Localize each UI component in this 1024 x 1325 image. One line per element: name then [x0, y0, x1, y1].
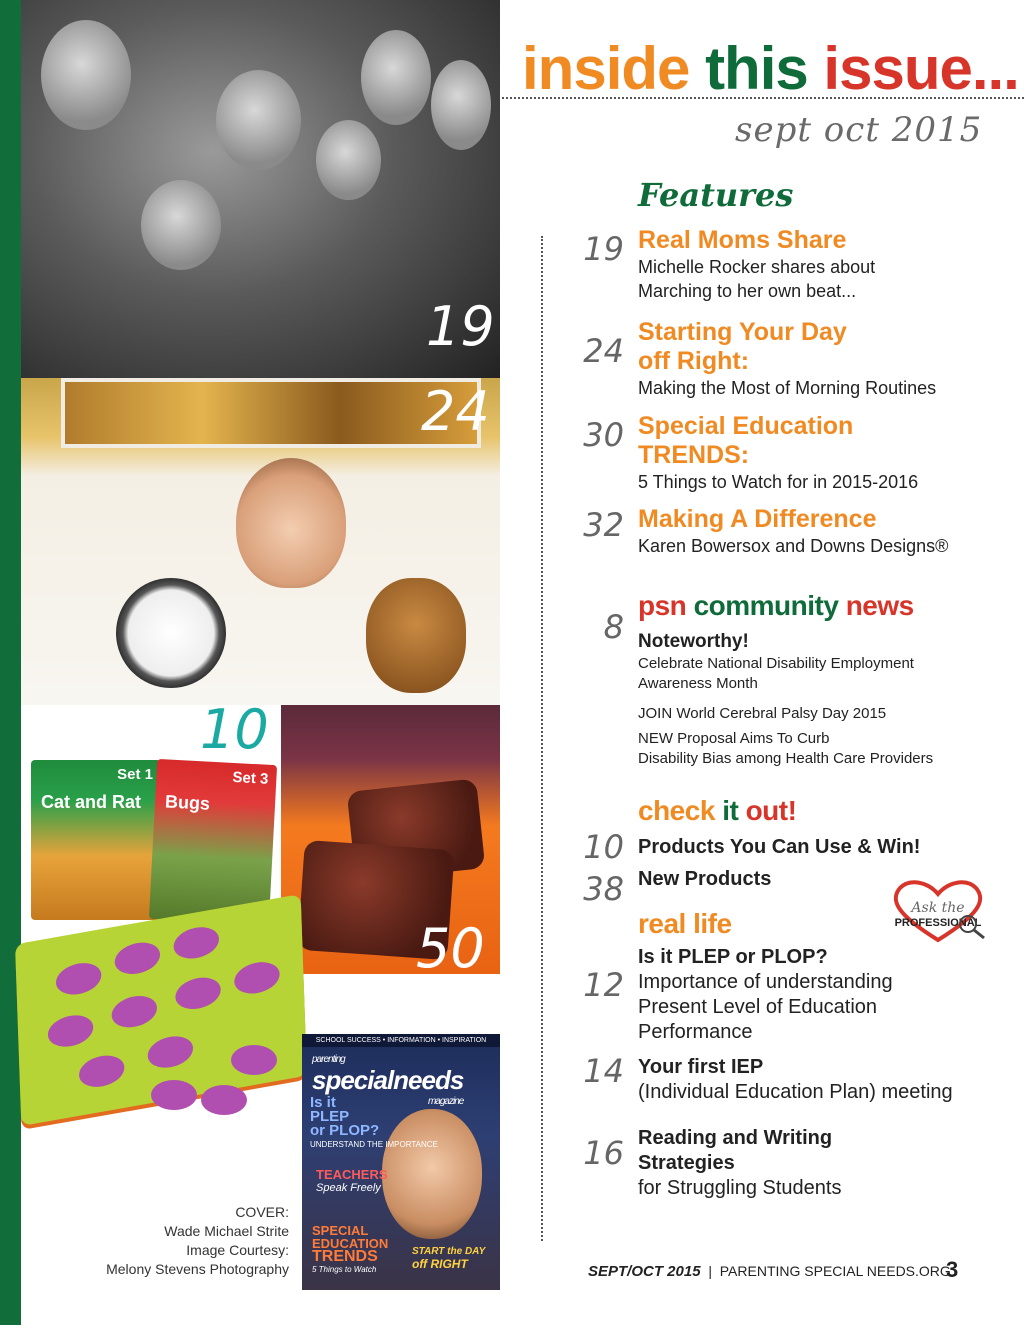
- svg-text:PROFESSIONAL: PROFESSIONAL: [894, 917, 982, 929]
- features-heading: Features: [638, 176, 794, 214]
- column-divider: [541, 236, 543, 1241]
- issue-date: sept oct 2015: [735, 110, 983, 150]
- cover-credit: COVER: Wade Michael Strite Image Courtesy: Melony Stevens Photography: [106, 1204, 289, 1277]
- page-number: 32: [583, 506, 624, 544]
- brownies-photo: [281, 705, 500, 974]
- svg-text:Ask the: Ask the: [911, 900, 965, 916]
- photo-page-number: 50: [416, 917, 485, 974]
- community-news-heading: psn community news: [638, 590, 914, 621]
- real-life-heading: real life: [638, 908, 732, 939]
- title-divider: [502, 97, 1024, 99]
- photo-page-number: 19: [426, 295, 495, 358]
- morning-photo: [21, 378, 500, 705]
- page-number: 12: [583, 966, 624, 1004]
- products-image: [21, 740, 311, 1120]
- teddy-bear-image: [366, 578, 466, 693]
- page-number: 16: [583, 1134, 624, 1172]
- page-number: 30: [583, 416, 624, 454]
- photo-page-number: 24: [421, 380, 490, 443]
- magazine-logo: parenting specialneeds magazine: [312, 1054, 464, 1107]
- feature-item[interactable]: Real Moms Share Michelle Rocker shares about Marching to her own beat...: [638, 226, 876, 301]
- page-title: inside this issue...: [522, 35, 1019, 102]
- page-number: 10: [583, 828, 624, 866]
- community-items[interactable]: Noteworthy! Celebrate National Disability Employment Awareness Month JOIN World Cerebral Palsy Day 2015 NEW Proposal Aims To Curb Disability Bias among Health Care Providers: [638, 631, 934, 767]
- page-number: 8: [603, 608, 624, 646]
- check-item[interactable]: New Products: [638, 868, 772, 890]
- feature-item[interactable]: Special Education TRENDS: 5 Things to Watch for in 2015-2016: [638, 412, 919, 492]
- page-number: 14: [583, 1052, 624, 1090]
- real-life-item[interactable]: Is it PLEP or PLOP? Importance of understanding Present Level of Education Performance: [638, 946, 893, 1043]
- check-it-out-heading: check it out!: [638, 795, 797, 826]
- feature-item[interactable]: Making A Difference Karen Bowersox and Downs Designs®: [638, 505, 949, 556]
- alarm-clock-icon: [116, 578, 226, 688]
- book-cover: Set 1 Cat and Rat: [31, 760, 161, 920]
- real-life-item[interactable]: Your first IEP (Individual Education Plan) meeting: [638, 1056, 953, 1103]
- ask-the-professional-badge: [886, 878, 990, 944]
- check-item[interactable]: Products You Can Use & Win!: [638, 836, 921, 858]
- photo-page-number: 10: [200, 698, 269, 761]
- window-image: [61, 378, 481, 448]
- magazine-cover: SCHOOL SUCCESS • INFORMATION • INSPIRATION parenting specialneeds magazine Is it PLEP or PLOP? UNDERSTAND THE IMPORTANCE TEACHERS Speak Freely SPECIAL EDUCATION TRENDS 5 Things to Watch START the DAY off RIGHT: [302, 1034, 500, 1290]
- family-photo: [21, 0, 500, 378]
- page-number: 38: [583, 870, 624, 908]
- left-accent-bar: [0, 0, 21, 1325]
- page-number: 19: [583, 230, 624, 268]
- page-number: 24: [583, 332, 624, 370]
- page-footer: SEPT/OCT 2015 | PARENTING SPECIAL NEEDS.ORG: [588, 1263, 951, 1280]
- feature-item[interactable]: Starting Your Day off Right: Making the Most of Morning Routines: [638, 318, 937, 398]
- girl-image: [236, 458, 346, 588]
- book-cover: Set 3 Bugs: [149, 759, 277, 925]
- page-number-footer: 3: [946, 1257, 959, 1282]
- real-life-item[interactable]: Reading and Writing Strategies for Struggling Students: [638, 1127, 842, 1199]
